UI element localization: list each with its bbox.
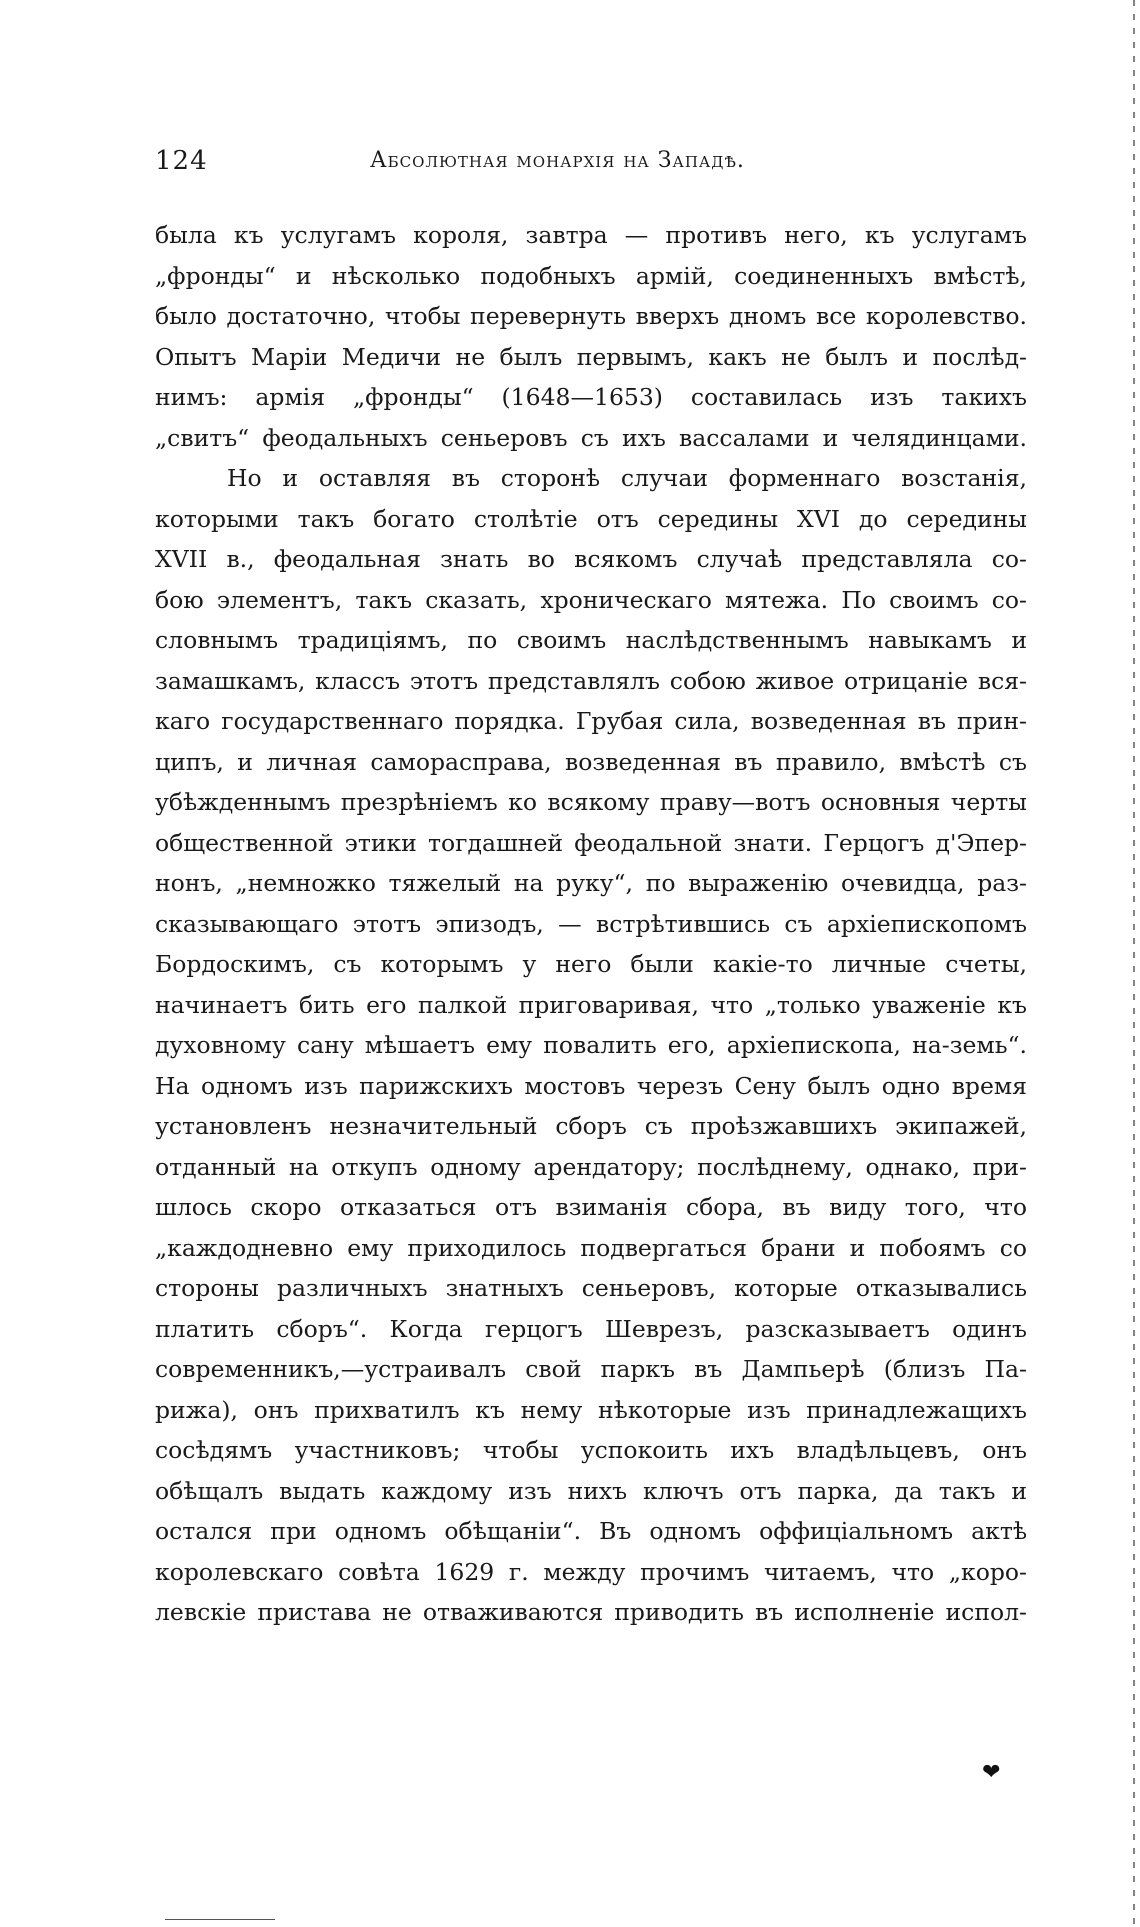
text-line: сосѣдямъ участниковъ; чтобы успокоить ихъ владѣльцевъ, онъ xyxy=(155,1436,1027,1464)
text-line: стороны различныхъ знатныхъ сеньеровъ, которые отказывались xyxy=(155,1274,1027,1302)
text-line: „каждодневно ему приходилось подвергаться брани и побоямъ со xyxy=(155,1233,1027,1262)
text-line: отданный на откупъ одному арендатору; послѣднему, однако, при- xyxy=(155,1152,1027,1181)
text-line: Опытъ Маріи Медичи не былъ первымъ, какъ не былъ и послѣд- xyxy=(155,342,1027,371)
text-line: была къ услугамъ короля, завтра — противъ него, къ услугамъ xyxy=(155,221,1027,249)
text-line: шлось скоро отказаться отъ взиманія сбора, въ виду того, что xyxy=(155,1193,1027,1221)
text-line: установленъ незначительный сборъ съ проѣзжавшихъ экипажей, xyxy=(155,1112,1027,1140)
text-line: общественной этики тогдашней феодальной знати. Герцогъ д'Эпер- xyxy=(155,828,1027,857)
text-line: современникъ,—устраивалъ свой паркъ въ Дампьерѣ (близъ Па- xyxy=(155,1355,1027,1383)
page-number: 124 xyxy=(155,146,208,176)
text-line: убѣжденнымъ презрѣніемъ ко всякому праву—вотъ основныя черты xyxy=(155,788,1027,816)
text-line: было достаточно, чтобы перевернуть вверхъ дномъ все королевство. xyxy=(155,302,1027,330)
text-line: платить сборъ“. Когда герцогъ Шеврезъ, разсказываетъ одинъ xyxy=(155,1314,1027,1343)
text-line: Бордоскимъ, съ которымъ у него были какіе-то личные счеты, xyxy=(155,950,1027,978)
page-edge-dotted-line xyxy=(1133,0,1135,1927)
text-line: остался при одномъ обѣщаніи“. Въ одномъ оффиціальномъ актѣ xyxy=(155,1517,1027,1545)
text-line: ципъ, и личная саморасправа, возведенная въ правило, вмѣстѣ съ xyxy=(155,747,1027,776)
text-line: словнымъ традиціямъ, по своимъ наслѣдственнымъ навыкамъ и xyxy=(155,626,1027,654)
text-line: которыми такъ богато столѣтіе отъ середины XVI до середины xyxy=(155,504,1027,533)
text-line: духовному сану мѣшаетъ ему повалить его, архіепископа, на-земь“. xyxy=(155,1031,1027,1059)
footer-rule xyxy=(165,1919,275,1920)
text-line: XVII в., феодальная знать во всякомъ случаѣ представляла со- xyxy=(155,545,1027,573)
text-line: нонъ, „немножко тяжелый на руку“, по выраженію очевидца, раз- xyxy=(155,869,1027,897)
running-title: Абсолютная монархія на Западѣ. xyxy=(370,148,745,173)
paragraph-2 xyxy=(155,458,1027,1633)
text-line: начинаетъ бить его палкой приговаривая, что „только уваженіе къ xyxy=(155,990,1027,1019)
ink-blot-mark: ❤ xyxy=(982,1760,1001,1785)
text-line: На одномъ изъ парижскихъ мостовъ черезъ Сену былъ одно время xyxy=(155,1071,1027,1100)
text-line: левскіе пристава не отваживаются приводить въ исполненіе испол- xyxy=(155,1598,1027,1626)
body-text xyxy=(155,215,1027,1633)
text-line: рижа), онъ прихватилъ къ нему нѣкоторые изъ принадлежащихъ xyxy=(155,1395,1027,1424)
text-line: Но и оставляя въ сторонѣ случаи форменнаго возстанія, xyxy=(227,464,1027,492)
text-line: нимъ: армія „фронды“ (1648—1653) составилась изъ такихъ xyxy=(155,383,1027,411)
text-line: замашкамъ, классъ этотъ представлялъ собою живое отрицаніе вся- xyxy=(155,666,1027,695)
text-line: сказывающаго этотъ эпизодъ, — встрѣтившись съ архіепископомъ xyxy=(155,909,1027,938)
text-line: бою элементъ, такъ сказать, хроническаго мятежа. По своимъ со- xyxy=(155,585,1027,614)
text-line: обѣщалъ выдать каждому изъ нихъ ключъ отъ парка, да такъ и xyxy=(155,1476,1027,1505)
running-header xyxy=(155,146,795,186)
text-line: „свитъ“ феодальныхъ сеньеровъ съ ихъ вассалами и челядинцами. xyxy=(155,423,1027,452)
paragraph-1 xyxy=(155,215,1027,458)
text-line: „фронды“ и нѣсколько подобныхъ армій, соединенныхъ вмѣстѣ, xyxy=(155,261,1027,290)
text-line: каго государственнаго порядка. Грубая сила, возведенная въ прин- xyxy=(155,707,1027,735)
text-line: королевскаго совѣта 1629 г. между прочимъ читаемъ, что „коро- xyxy=(155,1557,1027,1586)
